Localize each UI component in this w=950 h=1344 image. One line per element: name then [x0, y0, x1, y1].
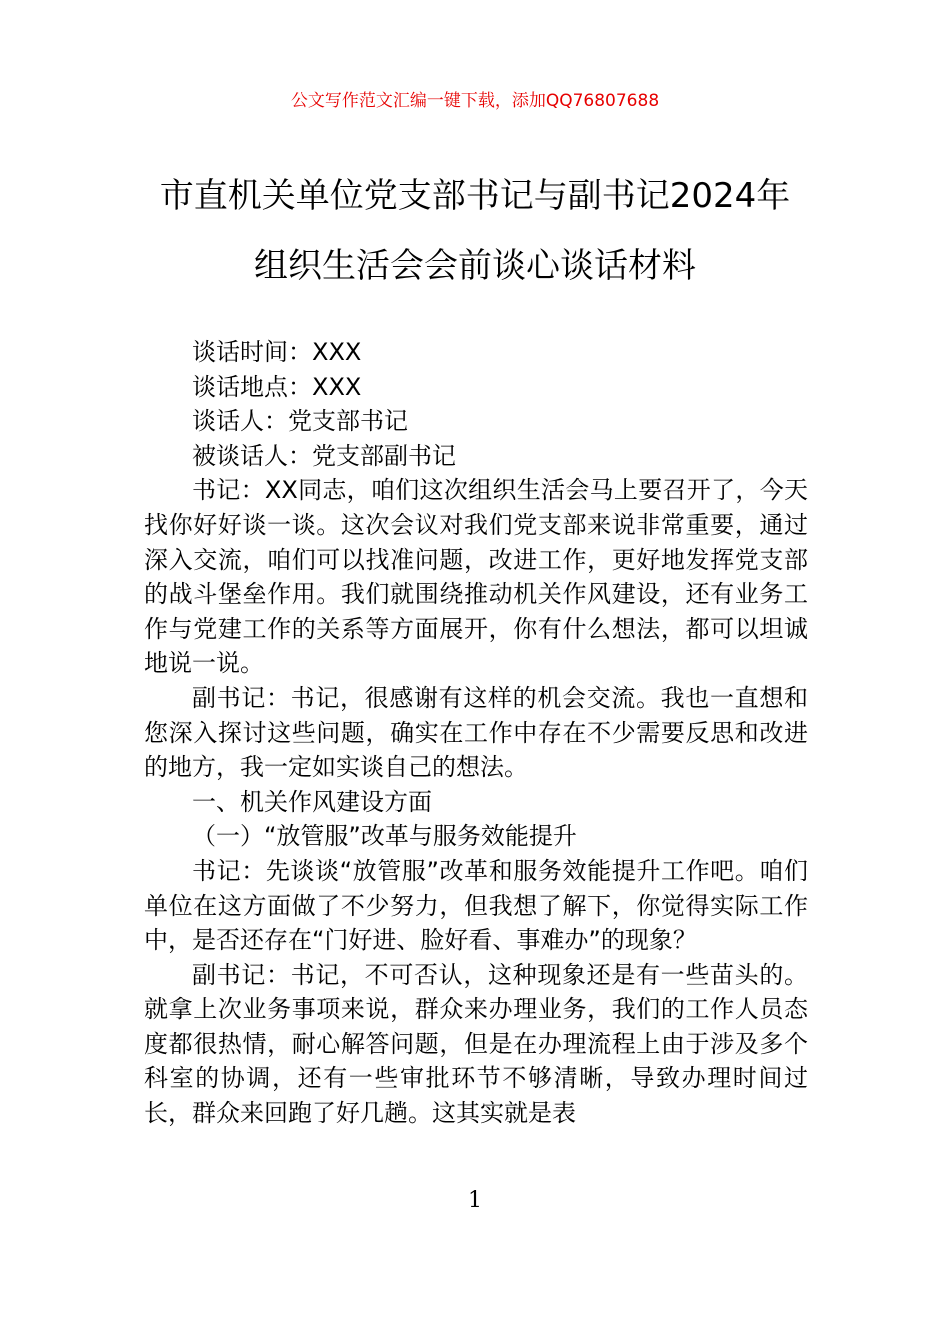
meta-time: 谈话时间：XXX: [192, 338, 362, 366]
meta-speaker: 谈话人：党支部书记: [192, 407, 408, 436]
section-heading-1: 一、机关作风建设方面: [192, 787, 432, 816]
header-note: 公文写作范文汇编一键下载，添加QQ76807688: [290, 91, 660, 111]
document-body: [144, 335, 808, 1131]
paragraph-secretary-question: 书记：先谈谈“放管服”改革和服务效能提升工作吧。咱们单位在这方面做了不少努力，但我想了解下，你觉得实际工作中，是否还存在“门好进、脸好看、事难办”的现象？: [144, 856, 808, 955]
paragraph-deputy-answer: 副书记：书记，不可否认，这种现象还是有一些苗头的。就拿上次业务事项来说，群众来办理业务，我们的工作人员态度都很热情，耐心解答问题，但是在办理流程上由于涉及多个科室的协调，还有一些审批环节不够清晰，导致办理时间过长，群众来回跑了好几趟。这其实就是表: [144, 960, 808, 1128]
subsection-heading-1: （一）“放管服”改革与服务效能提升: [192, 822, 577, 851]
paragraph-deputy-reply: 副书记：书记，很感谢有这样的机会交流。我也一直想和您深入探讨这些问题，确实在工作中存在不少需要反思和改进的地方，我一定如实谈自己的想法。: [144, 683, 808, 782]
paragraph-secretary-opening: 书记：XX同志，咱们这次组织生活会马上要召开了，今天找你好好谈一谈。这次会议对我们党支部来说非常重要，通过深入交流，咱们可以找准问题，改进工作，更好地发挥党支部的战斗堡垒作用。我们就围绕推动机关作风建设，还有业务工作与党建工作的关系等方面展开，你有什么想法，都可以坦诚地说一说。: [144, 476, 808, 678]
meta-place: 谈话地点：XXX: [192, 372, 362, 401]
meta-listener: 被谈话人：党支部副书记: [192, 441, 456, 470]
document-title-line2: 组织生活会会前谈心谈话材料: [254, 246, 696, 286]
page-number: 1: [468, 1188, 482, 1213]
document-title-line1: 市直机关单位党支部书记与副书记2024年: [159, 176, 791, 216]
